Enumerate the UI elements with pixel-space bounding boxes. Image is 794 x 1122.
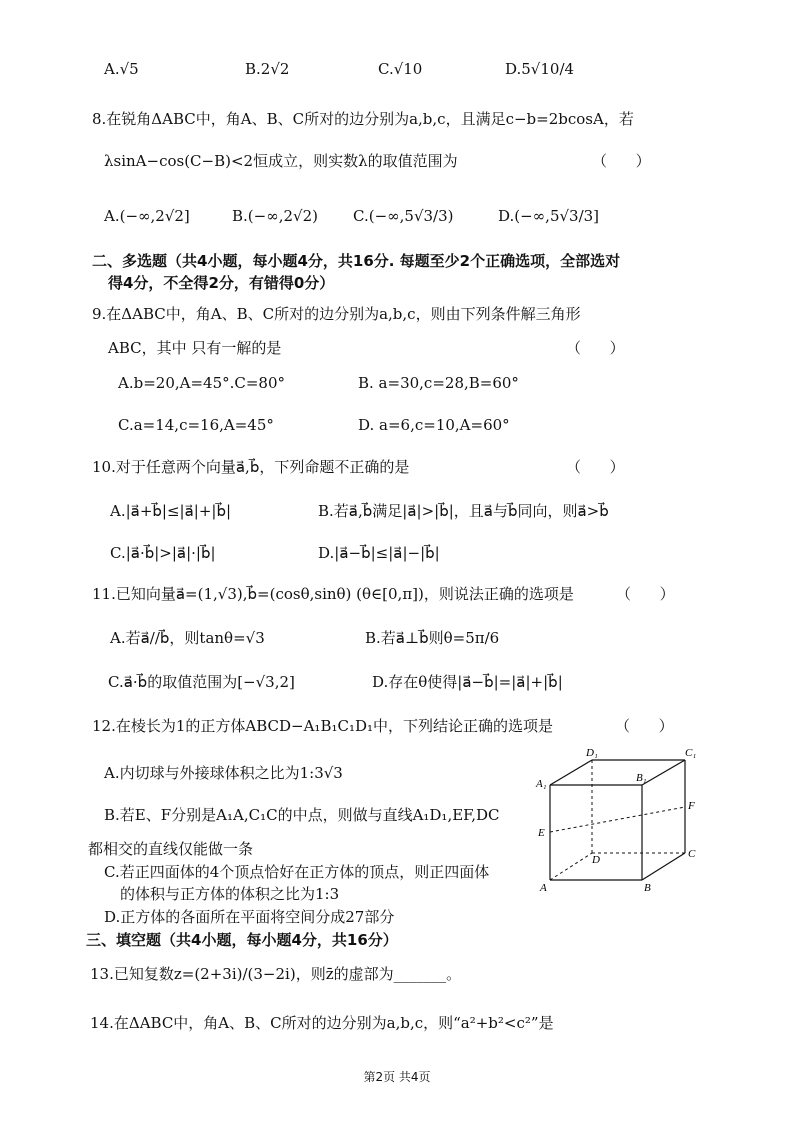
cube-edge-bc (642, 853, 685, 880)
cube-edge-ad-hidden (550, 853, 592, 880)
q9-stem-line2: ABC，其中 只有一解的是 (108, 339, 282, 357)
q12-option-b-line1: B.若E、F分别是A₁A,C₁C的中点，则做与直线A₁D₁,EF,DC (104, 806, 500, 824)
q8-option-a: A.(−∞,2√2] (104, 207, 190, 225)
q10-option-a: A.|a⃗+b⃗|≤|a⃗|+|b⃗| (110, 502, 232, 520)
q9-stem-line1: 9.在ΔABC中，角A、B、C所对的边分别为a,b,c，则由下列条件解三角形 (92, 305, 581, 323)
q12-option-a: A.内切球与外接球体积之比为1:3√3 (104, 764, 343, 782)
q7-option-a: A.√5 (104, 60, 139, 78)
q12-stem: 12.在棱长为1的正方体ABCD−A₁B₁C₁D₁中，下列结论正确的选项是 (92, 717, 554, 735)
q11-option-c: C.a⃗·b⃗的取值范围为[−√3,2] (108, 673, 295, 691)
section-3-heading: 三、填空题（共4小题，每小题4分，共16分） (86, 931, 398, 949)
cube-label-e: E (538, 827, 545, 839)
q12-option-c-line2: 的体积与正方体的体积之比为1:3 (120, 885, 340, 903)
q11-answer-paren: （ ） (616, 585, 675, 603)
q10-answer-paren: （ ） (566, 458, 625, 476)
cube-label-d1: D₁ (586, 747, 598, 759)
cube-label-b1: B₁ (636, 772, 647, 784)
q7-option-c: C.√10 (378, 60, 423, 78)
q11-option-d: D.存在θ使得|a⃗−b⃗|=|a⃗|+|b⃗| (372, 673, 563, 691)
q9-option-a: A.b=20,A=45°.C=80° (118, 374, 286, 392)
q9-option-c: C.a=14,c=16,A=45° (118, 416, 274, 434)
q11-option-a: A.若a⃗//b⃗，则tanθ=√3 (110, 629, 265, 647)
cube-edge-a1d1 (550, 760, 592, 785)
cube-label-f: F (688, 800, 695, 812)
cube-label-c: C (688, 848, 696, 860)
q12-option-c-line1: C.若正四面体的4个顶点恰好在正方体的顶点，则正四面体 (104, 863, 490, 881)
cube-label-c1: C₁ (685, 747, 697, 759)
q12-option-b-line2: 都相交的直线仅能做一条 (88, 840, 254, 858)
q11-option-b: B.若a⃗⊥b⃗则θ=5π/6 (365, 629, 500, 647)
cube-label-a1: A₁ (536, 778, 547, 790)
q10-option-d: D.|a⃗−b⃗|≤|a⃗|−|b⃗| (318, 544, 440, 562)
cube-edge-b1c1 (642, 760, 685, 785)
q8-stem-line2: λsinA−cos(C−B)<2恒成立，则实数λ的取值范围为 (104, 152, 458, 170)
section-2-heading-cont: 得4分，不全得2分，有错得0分） (108, 274, 335, 292)
q10-stem: 10.对于任意两个向量a⃗,b⃗，下列命题不正确的是 (92, 458, 410, 476)
q9-option-b: B. a=30,c=28,B=60° (358, 374, 519, 392)
q7-option-d: D.5√10/4 (505, 60, 575, 78)
q9-option-d: D. a=6,c=10,A=60° (358, 416, 510, 434)
cube-label-b: B (644, 882, 651, 894)
cube-label-a: A (540, 882, 547, 894)
q12-option-d: D.正方体的各面所在平面将空间分成27部分 (104, 908, 395, 926)
q8-stem-line1: 8.在锐角ΔABC中，角A、B、C所对的边分别为a,b,c，且满足c−b=2bcosA，若 (92, 110, 634, 128)
cube-segment-ef (550, 807, 685, 832)
q9-answer-paren: （ ） (566, 339, 625, 357)
q11-stem: 11.已知向量a⃗=(1,√3),b⃗=(cosθ,sinθ) (θ∈[0,π])，则说法正确的选项是 (92, 585, 574, 603)
q8-option-b: B.(−∞,2√2) (232, 207, 318, 225)
q8-option-c: C.(−∞,5√3/3) (353, 207, 454, 225)
q10-option-b: B.若a⃗,b⃗满足|a⃗|>|b⃗|，且a⃗与b⃗同向，则a⃗>b⃗ (318, 502, 609, 520)
cube-figure (530, 745, 705, 895)
q12-answer-paren: （ ） (615, 717, 674, 735)
q8-answer-paren: （ ） (592, 152, 651, 170)
q13-stem: 13.已知复数z=(2+3i)/(3−2i)，则z̄的虚部为_______。 (90, 965, 462, 983)
q14-stem: 14.在ΔABC中，角A、B、C所对的边分别为a,b,c，则“a²+b²<c²”是 (90, 1014, 554, 1032)
cube-label-d: D (592, 854, 600, 866)
q10-option-c: C.|a⃗·b⃗|>|a⃗|·|b⃗| (110, 544, 216, 562)
q8-option-d: D.(−∞,5√3/3] (498, 207, 600, 225)
page-footer: 第2页 共4页 (363, 1070, 431, 1084)
q7-option-b: B.2√2 (245, 60, 290, 78)
section-2-heading: 二、多选题（共4小题，每小题4分，共16分. 每题至少2个正确选项，全部选对 (92, 252, 621, 270)
